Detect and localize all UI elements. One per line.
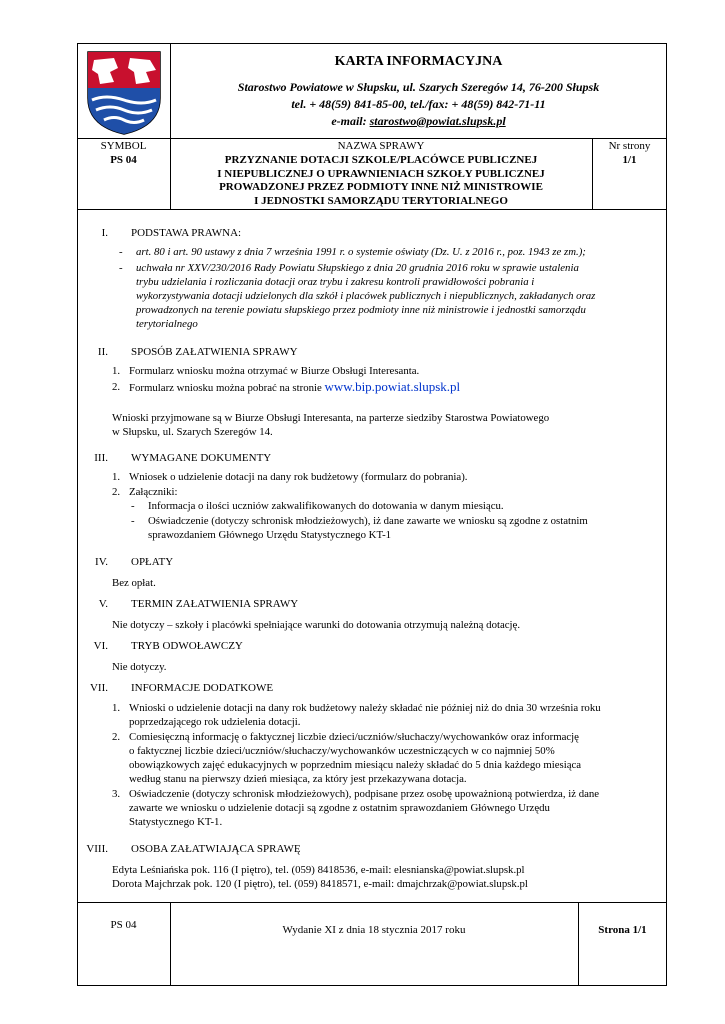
symbol-label: SYMBOL: [100, 140, 147, 152]
text-line: terytorialnego: [136, 318, 198, 330]
documents-item-text: Wniosek o udzielenie dotacji na dany rok budżetowy (formularz do pobrania).: [129, 471, 468, 483]
attachment-text: [148, 514, 663, 542]
deadline-text: Nie dotyczy – szkoły i placówki spełniające warunki do dotowania otrzymują należną dotację.: [112, 619, 521, 631]
footer-left-divider: [170, 902, 171, 986]
text-line: Oświadczenie (dotyczy schronisk młodzieżowych), iż dane zawarte we wniosku są zgodne z ostatnim: [148, 515, 588, 527]
section-number: VII.: [89, 682, 108, 694]
bip-website-link[interactable]: www.bip.powiat.slupsk.pl: [324, 379, 461, 394]
section-number: V.: [98, 598, 108, 610]
office-email-line: [170, 114, 667, 129]
bullet-dash: -: [119, 246, 123, 258]
additional-info-text: [129, 701, 663, 729]
text-line: według stanu na pierwszy dzień miesiąca, za który jest przekazywana dotacja.: [129, 773, 467, 785]
section-label: TRYB ODWOŁAWCZY: [131, 640, 243, 652]
office-address: Starostwo Powiatowe w Słupsku, ul. Szarych Szeregów 14, 76-200 Słupsk: [237, 80, 600, 94]
section-number: II.: [97, 346, 108, 358]
symbol-value: PS 04: [110, 154, 137, 166]
procedure-item-text: [129, 380, 659, 395]
text-line: poprzedzającego rok udzielenia dotacji.: [129, 716, 301, 728]
footer-right-divider: [578, 902, 579, 986]
text-line: sprawozdaniem Głównego Urzędu Statystycznego KT-1: [148, 529, 392, 541]
text-span: Formularz wniosku można pobrać na stronie: [129, 382, 325, 394]
office-email-link[interactable]: starostwo@powiat.slupsk.pl: [369, 114, 506, 128]
text-line: wykorzystywania dotacji udzielonych dla szkół i placówek publicznych i niepublicznych, zakładanych oraz: [136, 290, 596, 302]
case-name-line: I NIEPUBLICZNEJ O UPRAWNIENIACH SZKOŁY PUBLICZNEJ: [217, 167, 545, 180]
text-line: Oświadczenie (dotyczy schronisk młodzieżowych), podpisane przez osobę upoważnioną potwierdza, iż dane: [129, 788, 600, 800]
section-number: VIII.: [86, 843, 108, 855]
footer-code: PS 04: [110, 919, 137, 931]
page-number-label: Nr strony: [608, 140, 651, 152]
section-number: I.: [101, 227, 108, 239]
documents-item-text: Załączniki:: [129, 486, 178, 498]
footer-edition: Wydanie XI z dnia 18 stycznia 2017 roku: [282, 924, 466, 936]
contact-person-2: Dorota Majchrzak pok. 120 (I piętro), tel. (059) 8418571, e-mail: dmajchrzak@powiat.slupsk.pl: [112, 878, 528, 890]
text-line: zawarte we wniosku o udzielenie dotacji są zgodne z ostatnim sprawozdaniem Głównego Urzędu: [129, 802, 550, 814]
text-line: trybu udzielania i rozliczania dotacji oraz trybu i zakresu kontroli prawidłowości pobrania i: [136, 276, 535, 288]
section-label: OPŁATY: [131, 556, 174, 568]
additional-info-text: [129, 787, 663, 829]
email-prefix: e-mail:: [331, 114, 370, 128]
text-line: Wnioski o udzielenie dotacji na dany rok budżetowy należy składać nie później niż do dnia 30 września roku: [129, 702, 601, 714]
powiat-crest-logo: [84, 48, 164, 136]
text-line: prowadzonych na terenie powiatu słupskiego przez podmioty inne niż ministrowie i jednostki samorządu: [136, 304, 586, 316]
page-number-value: 1/1: [622, 154, 637, 166]
footer-page: Strona 1/1: [598, 924, 647, 936]
legal-item-text: art. 80 i art. 90 ustawy z dnia 7 września 1991 r. o systemie oświaty (Dz. U. z 2016 r., poz. 1943 ze zm.);: [136, 246, 586, 258]
text-line: o faktycznej liczbie dzieci/uczniów/słuchaczy/wychowanków uczestniczących w co najmniej 50%: [129, 745, 555, 757]
meta-divider: [77, 209, 667, 210]
section-label: PODSTAWA PRAWNA:: [131, 227, 242, 239]
section-label: OSOBA ZAŁATWIAJĄCA SPRAWĘ: [131, 843, 301, 855]
case-name: [170, 154, 592, 208]
case-name-line: PROWADZONEJ PRZEZ PODMIOTY INNE NIŻ MINISTROWIE: [219, 181, 543, 193]
section-number: VI.: [93, 640, 108, 652]
case-name-line: PRZYZNANIE DOTACJI SZKOLE/PLACÓWCE PUBLICZNEJ: [224, 154, 538, 166]
section-label: INFORMACJE DODATKOWE: [131, 682, 274, 694]
case-name-label: NAZWA SPRAWY: [337, 140, 425, 152]
text-line: Wnioski przyjmowane są w Biurze Obsługi Interesanta, na parterze siedziby Starostwa Powiatowego: [112, 412, 550, 424]
text-line: w Słupsku, ul. Szarych Szeregów 14.: [112, 426, 273, 438]
case-name-line: I JEDNOSTKI SAMORZĄDU TERYTORIALNEGO: [254, 194, 508, 207]
header-divider: [77, 138, 667, 139]
appeal-text: Nie dotyczy.: [112, 661, 167, 673]
legal-item-text: [136, 261, 664, 331]
additional-info-text: [129, 730, 663, 786]
procedure-item-text: Formularz wniosku można otrzymać w Biurze Obsługi Interesanta.: [129, 365, 420, 377]
text-line: Statystycznego KT-1.: [129, 816, 223, 828]
text-line: obowiązkowych zajęć edukacyjnych w poprzednim miesiącu należy składać do 5 dnia każdego miesiąca: [129, 759, 582, 771]
document-title: KARTA INFORMACYJNA: [334, 54, 503, 69]
section-number: III.: [94, 452, 108, 464]
text-line: Comiesięczną informację o faktycznej liczbie dzieci/uczniów/słuchaczy/wychowanków oraz informację: [129, 731, 579, 743]
fees-text: Bez opłat.: [112, 577, 156, 589]
section-label: TERMIN ZAŁATWIENIA SPRAWY: [131, 598, 299, 610]
bullet-dash: -: [119, 262, 123, 274]
section-label: SPOSÓB ZAŁATWIENIA SPRAWY: [131, 346, 298, 358]
office-phones: tel. + 48(59) 841-85-00, tel./fax: + 48(59) 842-71-11: [291, 97, 546, 111]
section-number: IV.: [95, 556, 108, 568]
section-label: WYMAGANE DOKUMENTY: [131, 452, 272, 464]
attachment-text: Informacja o ilości uczniów zakwalifikowanych do dotowania w danym miesiącu.: [148, 500, 504, 512]
text-line: uchwała nr XXV/230/2016 Rady Powiatu Słupskiego z dnia 20 grudnia 2016 roku w sprawie ustalenia: [136, 262, 579, 274]
procedure-note: [112, 411, 663, 439]
contact-person-1: Edyta Leśniańska pok. 116 (I piętro), tel. (059) 8418536, e-mail: elesnianska@powiat.slupsk.pl: [112, 864, 525, 876]
